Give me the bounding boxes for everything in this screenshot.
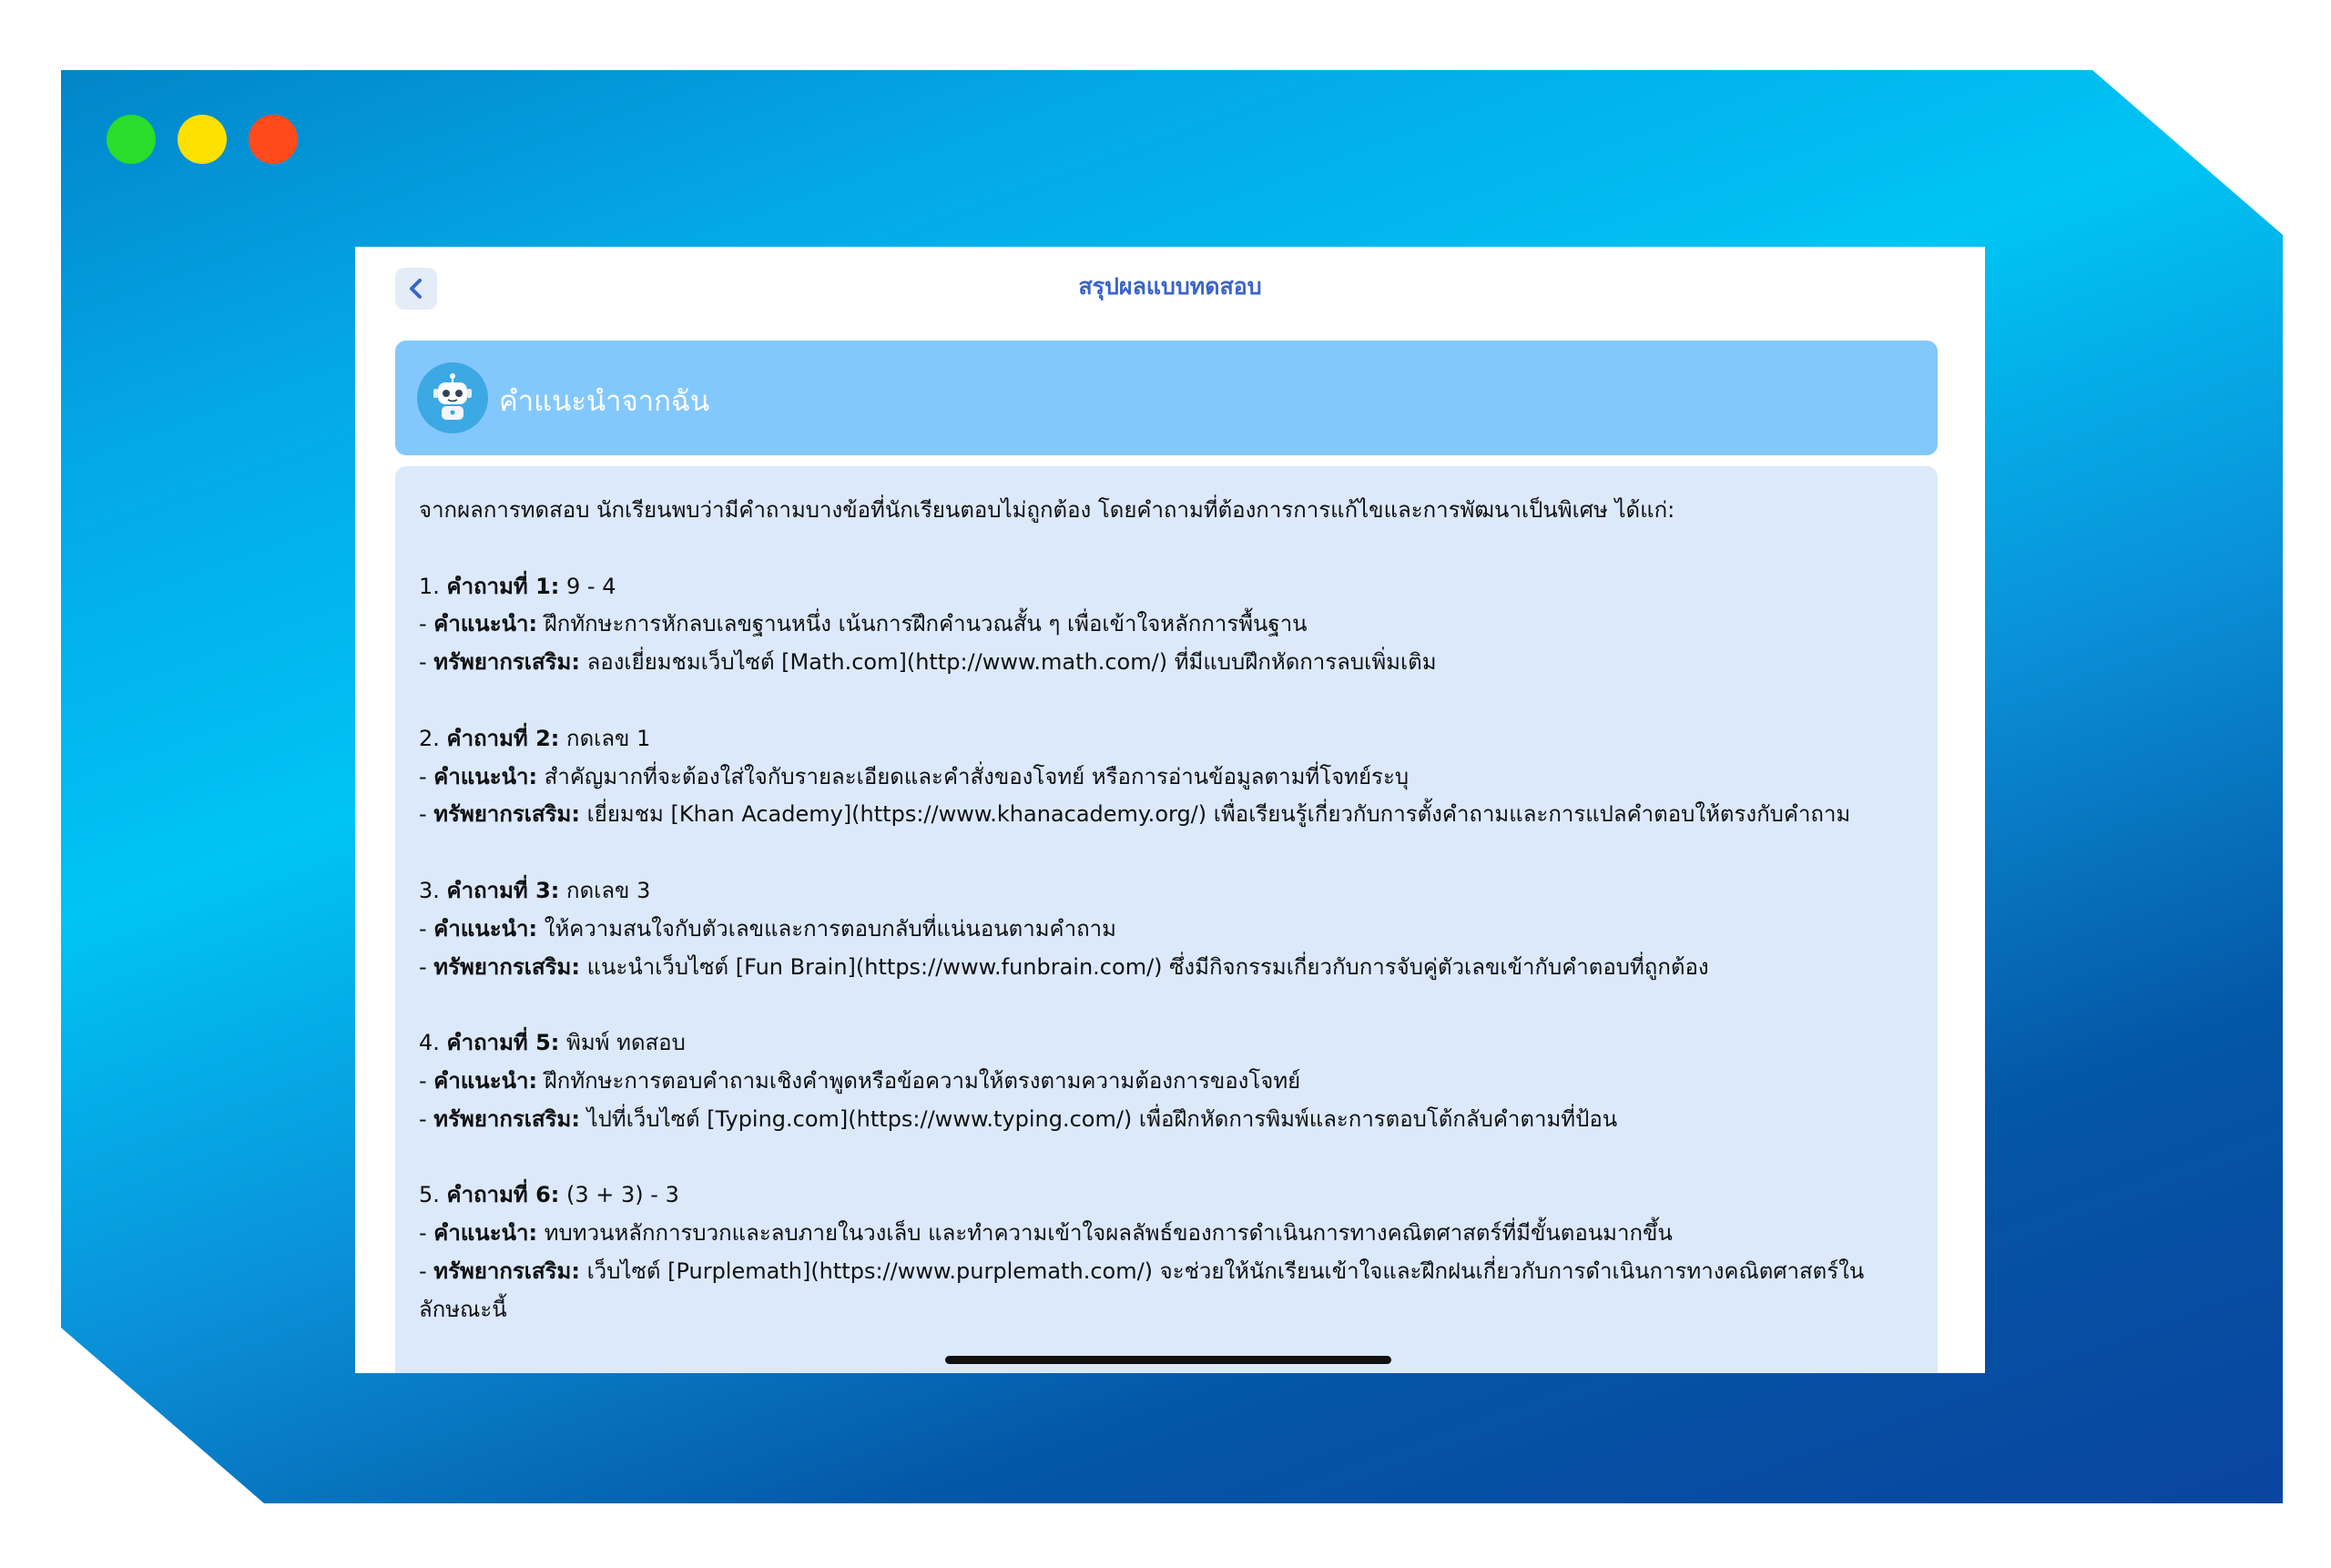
- robot-avatar: [417, 362, 488, 433]
- advice-content: [419, 492, 1921, 1329]
- resource-line: - ทรัพยากรเสริม: เยี่ยมชม [Khan Academy](https://www.khanacademy.org/) เพื่อเรียนรู้เกี่ยวกับการตั้งคำถามและการแปลคำตอบให้ตรงกับคำถาม: [419, 801, 1851, 828]
- resource-line: - ทรัพยากรเสริม: แนะนำเว็บไซต์ [Fun Brain](https://www.funbrain.com/) ซึ่งมีกิจกรรมเกี่ยวกับการจับคู่ตัวเลขเข้ากับคำตอบที่ถูกต้อง: [419, 953, 1709, 980]
- question-line: 5. คำถามที่ 6: (3 + 3) - 3: [419, 1182, 679, 1208]
- resource-line: - ทรัพยากรเสริม: เว็บไซต์ [Purplemath](https://www.purplemath.com/) จะช่วยให้นักเรียนเข้าใจและฝึกฝนเกี่ยวกับการดำเนินการทางคณิตศาสตร์ในลักษณะนี้: [419, 1257, 1865, 1322]
- advice-line: - คำแนะนำ: ฝึกทักษะการตอบคำถามเชิงคำพูดหรือข้อความให้ตรงตามความต้องการของโจทย์: [419, 1067, 1301, 1094]
- advice-content-card: [395, 466, 1938, 1373]
- advice-title: คำแนะนำจากฉัน: [499, 385, 710, 418]
- question-line: 1. คำถามที่ 1: 9 - 4: [419, 573, 616, 599]
- advice-header: [395, 341, 1938, 455]
- app-screen: [355, 247, 1985, 1373]
- window-control-red[interactable]: [249, 115, 298, 164]
- page-title: สรุปผลแบบทดสอบ: [1078, 273, 1262, 300]
- advice-line: - คำแนะนำ: ฝึกทักษะการหักลบเลขฐานหนึ่ง เน้นการฝึกคำนวณสั้น ๆ เพื่อเข้าใจหลักการพื้นฐาน: [419, 611, 1308, 637]
- intro-text: จากผลการทดสอบ นักเรียนพบว่ามีคำถามบางข้อที่นักเรียนตอบไม่ถูกต้อง โดยคำถามที่ต้องการการแก้ไขและการพัฒนาเป็นพิเศษ ได้แก่:: [419, 497, 1675, 523]
- resource-line: - ทรัพยากรเสริม: ไปที่เว็บไซต์ [Typing.com](https://www.typing.com/) เพื่อฝึกหัดการพิมพ์และการตอบโต้กลับคำตามที่ป้อน: [419, 1105, 1618, 1132]
- resource-line: - ทรัพยากรเสริม: ลองเยี่ยมชมเว็บไซต์ [Math.com](http://www.math.com/) ที่มีแบบฝึกหัดการลบเพิ่มเติม: [419, 649, 1437, 676]
- question-line: 4. คำถามที่ 5: พิมพ์ ทดสอบ: [419, 1030, 686, 1056]
- question-line: 2. คำถามที่ 2: กดเลข 1: [419, 725, 651, 751]
- window-control-green[interactable]: [107, 115, 156, 164]
- question-line: 3. คำถามที่ 3: กดเลข 3: [419, 877, 651, 903]
- window-control-yellow[interactable]: [178, 115, 227, 164]
- advice-line: - คำแนะนำ: ให้ความสนใจกับตัวเลขและการตอบกลับที่แน่นอนตามคำถาม: [419, 915, 1116, 942]
- robot-icon: [425, 371, 480, 425]
- advice-line: - คำแนะนำ: ทบทวนหลักการบวกและลบภายในวงเล็บ และทำความเข้าใจผลลัพธ์ของการดำเนินการทางคณิตศาสตร์ที่มีขั้นตอนมากขึ้น: [419, 1220, 1673, 1247]
- home-indicator[interactable]: [945, 1356, 1391, 1364]
- advice-line: - คำแนะนำ: สำคัญมากที่จะต้องใส่ใจกับรายละเอียดและคำสั่งของโจทย์ หรือการอ่านข้อมูลตามที่โจทย์ระบุ: [419, 763, 1410, 789]
